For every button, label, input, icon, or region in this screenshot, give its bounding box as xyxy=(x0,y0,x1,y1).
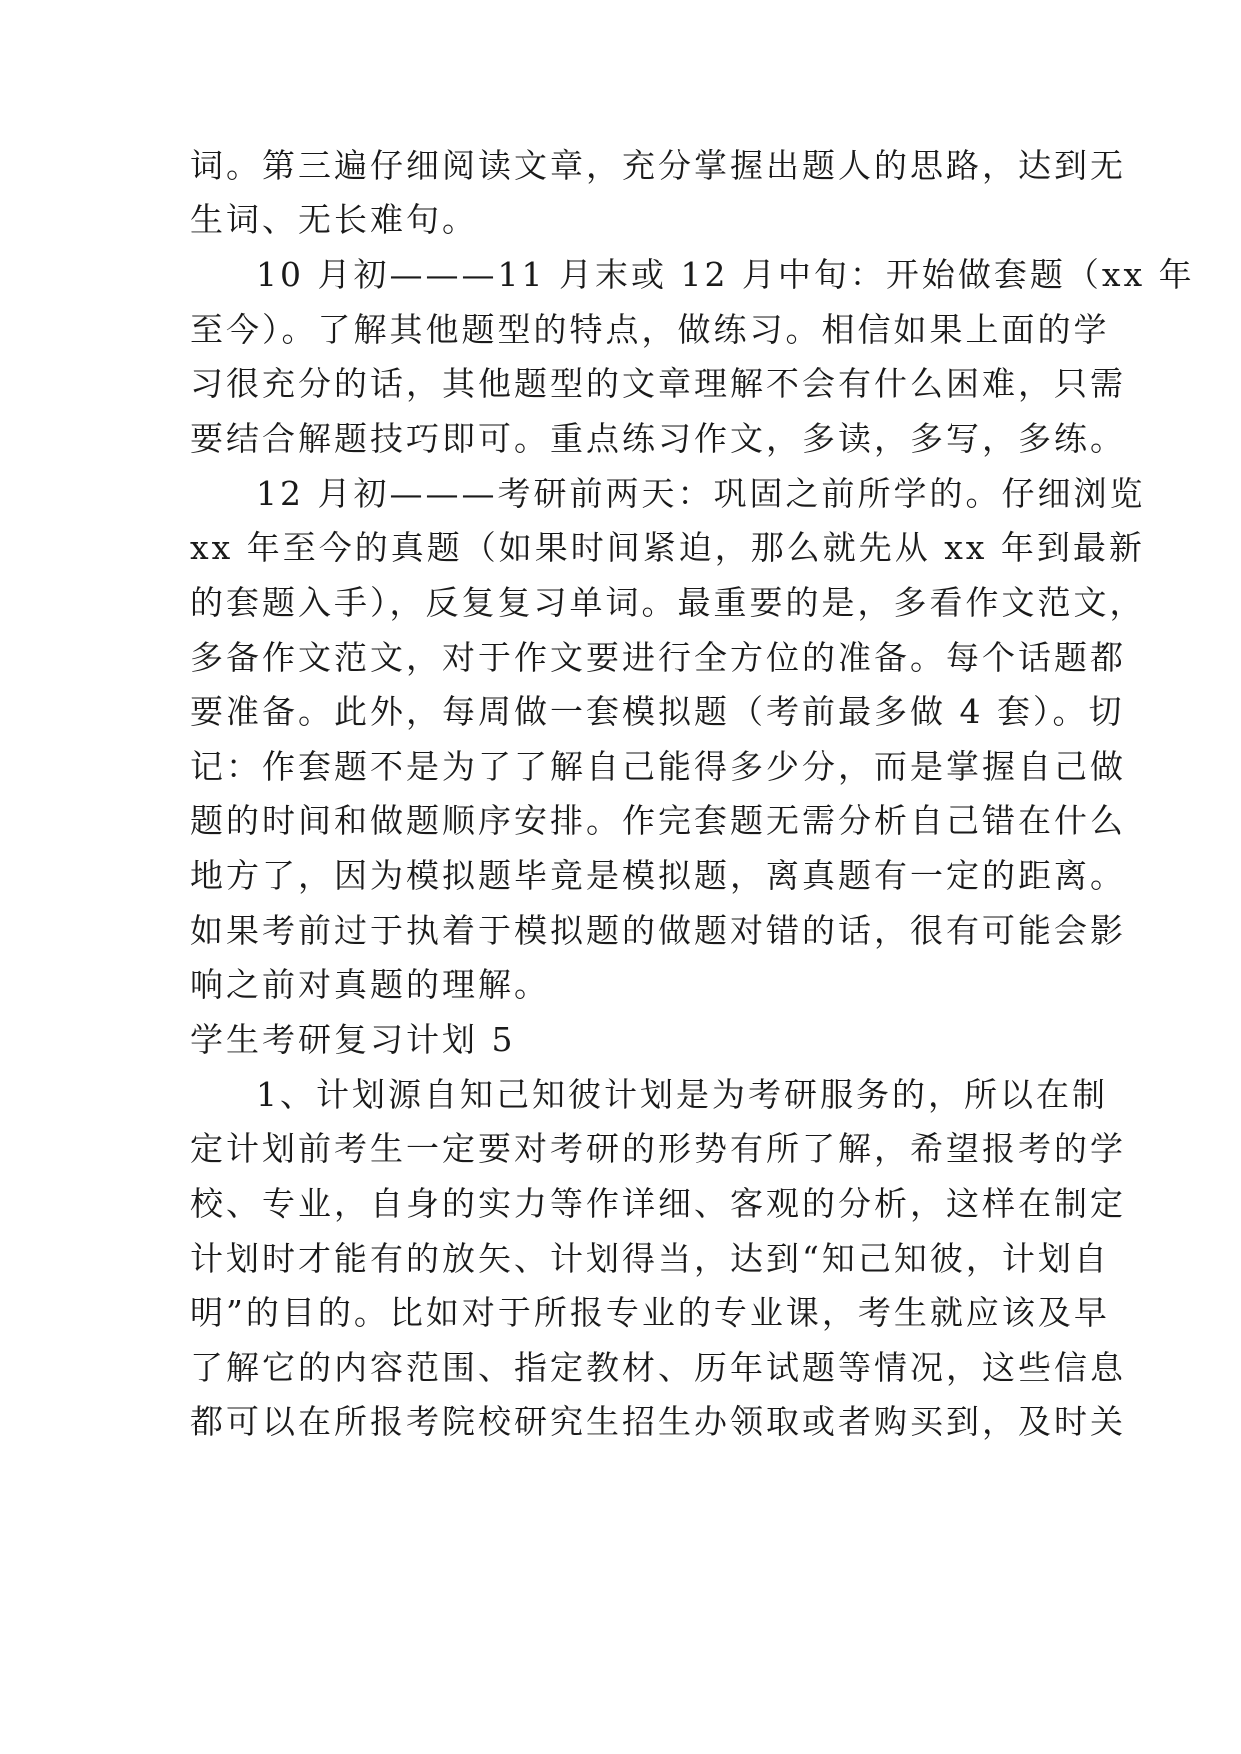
text-line-20: 校、专业，自身的实力等作详细、客观的分析，这样在制定 xyxy=(190,1184,1126,1223)
text-line-18: 1、计划源自知己知彼计划是为考研服务的，所以在制 xyxy=(256,1075,1108,1114)
text-line-12: 记：作套题不是为了了解自己能得多少分，而是掌握自己做 xyxy=(190,747,1126,786)
text-line-22: 明”的目的。比如对于所报专业的专业课，考生就应该及早 xyxy=(190,1293,1110,1332)
text-line-6: 要结合解题技巧即可。重点练习作文，多读，多写，多练。 xyxy=(190,419,1126,458)
section-heading: 学生考研复习计划 5 xyxy=(190,1020,516,1059)
text-line-14: 地方了，因为模拟题毕竟是模拟题，离真题有一定的距离。 xyxy=(190,856,1126,895)
text-line-21: 计划时才能有的放矢、计划得当，达到“知己知彼，计划自 xyxy=(190,1239,1110,1278)
text-line-3: 10 月初———11 月末或 12 月中旬：开始做套题（xx 年 xyxy=(256,255,1195,294)
text-line-7: 12 月初———考研前两天：巩固之前所学的。仔细浏览 xyxy=(256,474,1146,513)
text-line-15: 如果考前过于执着于模拟题的做题对错的话，很有可能会影 xyxy=(190,911,1126,950)
text-line-1: 词。第三遍仔细阅读文章，充分掌握出题人的思路，达到无 xyxy=(190,146,1126,185)
text-line-10: 多备作文范文，对于作文要进行全方位的准备。每个话题都 xyxy=(190,638,1126,677)
text-line-19: 定计划前考生一定要对考研的形势有所了解，希望报考的学 xyxy=(190,1129,1126,1168)
text-line-4: 至今）。了解其他题型的特点，做练习。相信如果上面的学 xyxy=(190,310,1110,349)
text-line-2: 生词、无长难句。 xyxy=(190,200,478,239)
text-line-24: 都可以在所报考院校研究生招生办领取或者购买到，及时关 xyxy=(190,1402,1126,1441)
text-line-5: 习很充分的话，其他题型的文章理解不会有什么困难，只需 xyxy=(190,364,1126,403)
text-line-8: xx 年至今的真题（如果时间紧迫，那么就先从 xx 年到最新 xyxy=(190,528,1145,567)
text-line-11: 要准备。此外，每周做一套模拟题（考前最多做 4 套）。切 xyxy=(190,692,1125,731)
text-line-9: 的套题入手），反复复习单词。最重要的是，多看作文范文， xyxy=(190,583,1146,622)
text-line-16: 响之前对真题的理解。 xyxy=(190,965,550,1004)
text-line-23: 了解它的内容范围、指定教材、历年试题等情况，这些信息 xyxy=(190,1348,1126,1387)
text-line-13: 题的时间和做题顺序安排。作完套题无需分析自己错在什么 xyxy=(190,801,1126,840)
